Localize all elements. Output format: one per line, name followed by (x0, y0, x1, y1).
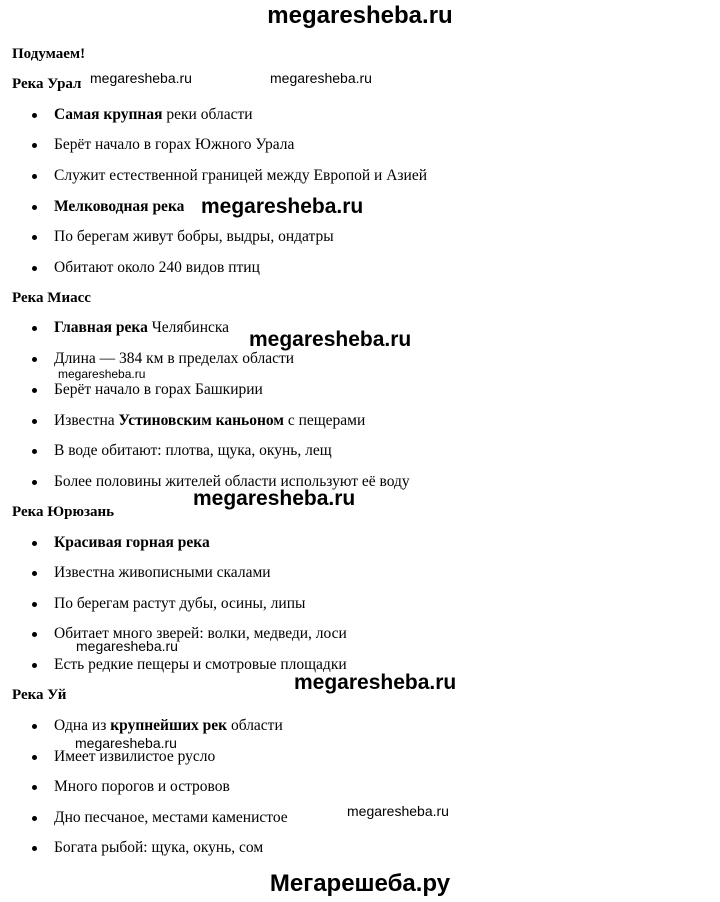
item-text: В воде обитают: плотва, щука, окунь, лещ (54, 442, 332, 459)
item-text: Берёт начало в горах Башкирии (54, 381, 263, 398)
bold-text: Мелководная река (54, 198, 185, 215)
intro-heading: Подумаем! (12, 46, 86, 62)
bullet-icon (32, 632, 37, 637)
watermark: megaresheba.ru (294, 671, 457, 694)
item-text: По берегам растут дубы, осины, липы (54, 595, 306, 612)
bullet-icon (32, 480, 37, 485)
item-text: Служит естественной границей между Европой и Азией (54, 167, 428, 184)
bullet-icon (32, 755, 37, 760)
watermark: megaresheba.ru (58, 367, 146, 381)
item-text: Длина — 384 км в пределах области (54, 350, 295, 367)
bullet-icon (32, 602, 37, 607)
bold-text: крупнейших рек (110, 717, 228, 734)
watermark: megaresheba.ru (347, 803, 449, 819)
item-text: Известна живописными скалами (54, 564, 271, 581)
bold-text: Главная река (54, 319, 148, 336)
bullet-icon (32, 846, 37, 851)
site-footer: Мегарешеба.ру (269, 870, 451, 897)
watermark: megaresheba.ru (270, 70, 372, 86)
bullet-icon (32, 663, 37, 668)
item-text: Берёт начало в горах Южного Урала (54, 136, 295, 153)
item-text: реки области (162, 106, 253, 123)
item-text: Имеет извилистое русло (54, 748, 216, 765)
item-text: Богата рыбой: щука, окунь, сом (54, 839, 264, 856)
watermark: megaresheba.ru (76, 638, 178, 654)
section-title-miass: Река Миасс (12, 290, 91, 306)
item-text: области (227, 717, 283, 734)
bullet-icon (32, 235, 37, 240)
item-text: Есть редкие пещеры и смотровые площадки (54, 656, 347, 673)
item-text: Дно песчаное, местами каменистое (54, 809, 288, 826)
bullet-icon (32, 724, 37, 729)
bullet-icon (32, 205, 37, 210)
item-text: Обитают около 240 видов птиц (54, 259, 260, 276)
item-text: Известна (54, 412, 119, 429)
bold-text: Самая крупная (54, 106, 163, 123)
bullet-icon (32, 449, 37, 454)
watermark: megaresheba.ru (193, 487, 356, 510)
watermark: megaresheba.ru (75, 735, 177, 751)
bullet-icon (32, 388, 37, 393)
site-header: megaresheba.ru (267, 2, 453, 29)
bullet-icon (32, 419, 37, 424)
bullet-icon (32, 541, 37, 546)
item-text: По берегам живут бобры, выдры, ондатры (54, 228, 334, 245)
bullet-icon (32, 113, 37, 118)
section-title-uy: Река Уй (12, 687, 67, 703)
section-title-ural: Река Урал (12, 76, 82, 92)
item-text: с пещерами (283, 412, 366, 429)
watermark: megaresheba.ru (201, 195, 364, 218)
item-text: Челябинска (147, 319, 230, 336)
bullet-icon (32, 266, 37, 271)
bullet-icon (32, 174, 37, 179)
bullet-icon (32, 143, 37, 148)
watermark: megaresheba.ru (249, 328, 412, 351)
bullet-icon (32, 326, 37, 331)
bullet-icon (32, 357, 37, 362)
item-text: Более половины жителей области используют её воду (54, 473, 410, 490)
item-text: Обитает много зверей: волки, медведи, лоси (54, 625, 347, 642)
bullet-icon (32, 785, 37, 790)
bullet-icon (32, 571, 37, 576)
item-text: Одна из (54, 717, 111, 734)
item-text: Много порогов и островов (54, 778, 230, 795)
bullet-icon (32, 816, 37, 821)
bold-text: Красивая горная река (54, 534, 210, 551)
bold-text: Устиновским каньоном (118, 412, 284, 429)
watermark: megaresheba.ru (90, 70, 192, 86)
section-title-yuryuzan: Река Юрюзань (12, 504, 115, 520)
